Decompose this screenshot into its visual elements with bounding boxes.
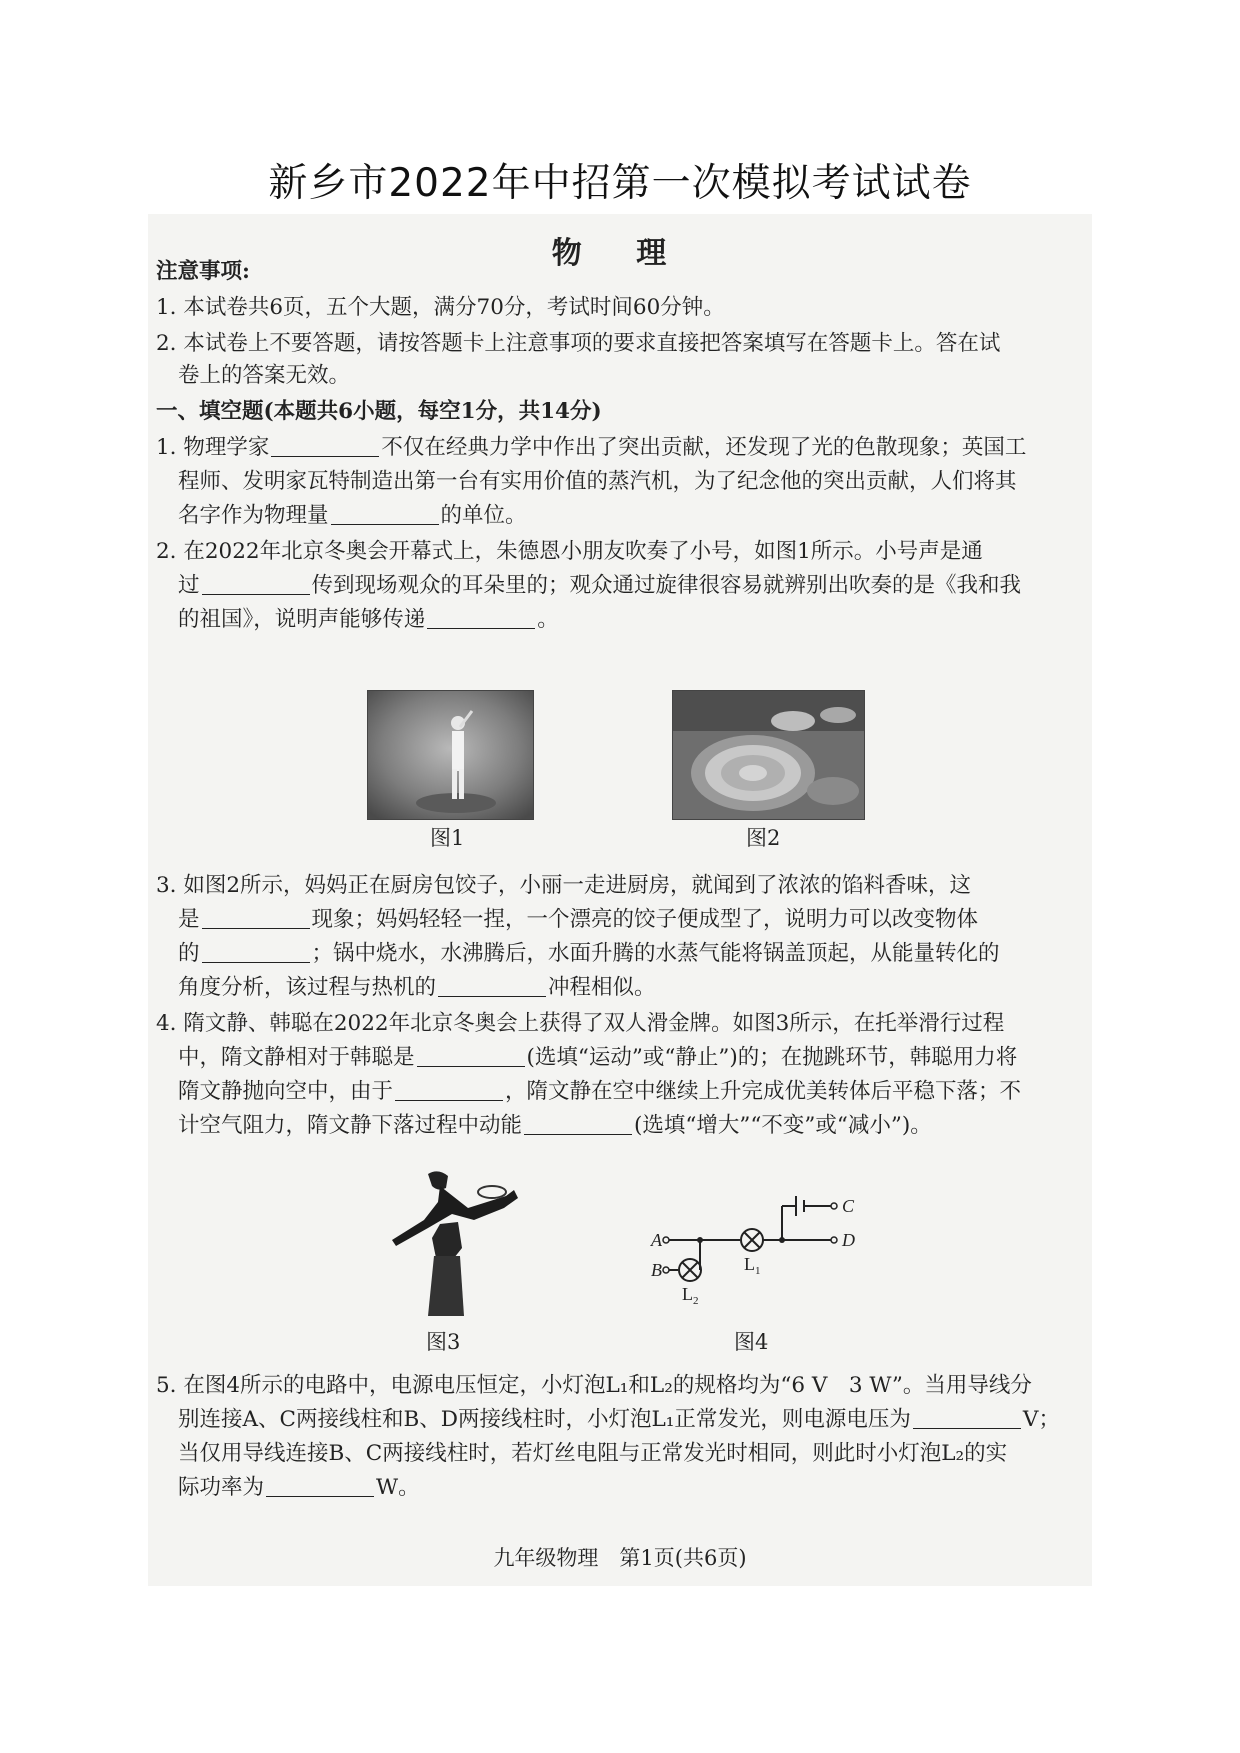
answer-blank[interactable] — [271, 434, 379, 457]
answer-blank[interactable] — [524, 1112, 632, 1135]
lamp-l2-label: $L_2$ — [682, 1284, 699, 1307]
pair-skaters-photo — [388, 1168, 528, 1316]
answer-blank[interactable] — [427, 606, 535, 629]
figure-3-image — [388, 1168, 528, 1316]
question-3-line-4: 角度分析，该过程与热机的 冲程相似。 — [178, 975, 656, 1000]
question-2-line-3: 的祖国》，说明声能够传递 。 — [178, 607, 559, 632]
question-4-line-3: 隋文静抛向空中，由于 ，隋文静在空中继续上升完成优美转体后平稳下落；不 — [178, 1079, 1022, 1104]
question-5-line-3: 当仅用导线连接B、C两接线柱时，若灯丝电阻与正常发光时相同，则此时小灯泡L₂的实 — [178, 1441, 1008, 1466]
terminal-c-label: C — [842, 1196, 855, 1216]
question-3-line-3: 的 ；锅中烧水，水沸腾后，水面升腾的水蒸气能将锅盖顶起，从能量转化的 — [178, 941, 1000, 966]
answer-blank[interactable] — [913, 1406, 1021, 1429]
figure-4-circuit — [650, 1188, 870, 1308]
answer-blank[interactable] — [202, 572, 310, 595]
exam-title: 新乡市2022年中招第一次模拟考试试卷 — [268, 161, 972, 206]
question-1-line-3: 名字作为物理量 的单位。 — [178, 503, 527, 528]
figure-2-image — [672, 690, 865, 820]
question-3-line-1: 3. 如图2所示，妈妈正在厨房包饺子，小丽一走进厨房，就闻到了浓浓的馅料香味，这 — [156, 873, 972, 898]
question-2-line-2: 过 传到现场观众的耳朵里的；观众通过旋律很容易就辨别出吹奏的是《我和我 — [178, 573, 1022, 598]
answer-blank[interactable] — [395, 1078, 503, 1101]
question-4-line-4: 计空气阻力，隋文静下落过程中动能 (选填“增大”“不变”或“减小”)。 — [178, 1113, 932, 1138]
dumplings-photo — [673, 691, 864, 819]
answer-blank[interactable] — [438, 974, 546, 997]
section-heading: 一、填空题(本题共6小题，每空1分，共14分) — [156, 399, 602, 424]
terminal-d-label: D — [842, 1230, 855, 1250]
answer-blank[interactable] — [266, 1474, 374, 1497]
figure-2-caption: 图2 — [746, 826, 781, 850]
answer-blank[interactable] — [331, 502, 439, 525]
notice-item-1: 1. 本试卷共6页，五个大题，满分70分，考试时间60分钟。 — [156, 295, 725, 320]
question-1-line-2: 程师、发明家瓦特制造出第一台有实用价值的蒸汽机，为了纪念他的突出贡献，人们将其 — [178, 469, 1017, 494]
trumpet-performer-photo — [368, 691, 533, 819]
question-3-line-2: 是 现象；妈妈轻轻一捏，一个漂亮的饺子便成型了，说明力可以改变物体 — [178, 907, 979, 932]
answer-blank[interactable] — [417, 1044, 525, 1067]
circuit-diagram — [650, 1188, 870, 1308]
terminal-a-label: A — [651, 1230, 662, 1250]
question-2-line-1: 2. 在2022年北京冬奥会开幕式上，朱德恩小朋友吹奏了小号，如图1所示。小号声是通 — [156, 539, 983, 564]
notice-item-2: 2. 本试卷上不要答题，请按答题卡上注意事项的要求直接把答案填写在答题卡上。答在试 — [156, 331, 1001, 356]
lamp-l1-label: $L_1$ — [744, 1254, 761, 1277]
question-4-line-2: 中，隋文静相对于韩聪是 (选填“运动”或“静止”)的；在抛跳环节，韩聪用力将 — [178, 1045, 1018, 1070]
figure-4-caption: 图4 — [734, 1330, 769, 1354]
question-1-line-1: 1. 物理学家 不仅在经典力学中作出了突出贡献，还发现了光的色散现象；英国工 — [156, 435, 1027, 460]
terminal-b-label: B — [651, 1260, 662, 1280]
question-5-line-1: 5. 在图4所示的电路中，电源电压恒定，小灯泡L₁和L₂的规格均为“6 V 3 W”。当用导线分 — [156, 1373, 1032, 1398]
answer-blank[interactable] — [202, 940, 310, 963]
figure-1-image — [367, 690, 534, 820]
notice-heading: 注意事项: — [156, 259, 250, 284]
notice-item-2-cont: 卷上的答案无效。 — [178, 363, 351, 388]
question-5-line-2: 别连接A、C两接线柱和B、D两接线柱时，小灯泡L₁正常发光，则电源电压为 V； — [178, 1407, 1060, 1432]
answer-blank[interactable] — [202, 906, 310, 929]
question-5-line-4: 际功率为 W。 — [178, 1475, 420, 1500]
figure-1-caption: 图1 — [430, 826, 465, 850]
figure-3-caption: 图3 — [426, 1330, 461, 1354]
page-footer: 九年级物理 第1页(共6页) — [493, 1546, 747, 1570]
question-4-line-1: 4. 隋文静、韩聪在2022年北京冬奥会上获得了双人滑金牌。如图3所示，在托举滑行过程 — [156, 1011, 1005, 1036]
subject-title: 物 理 — [551, 236, 689, 271]
